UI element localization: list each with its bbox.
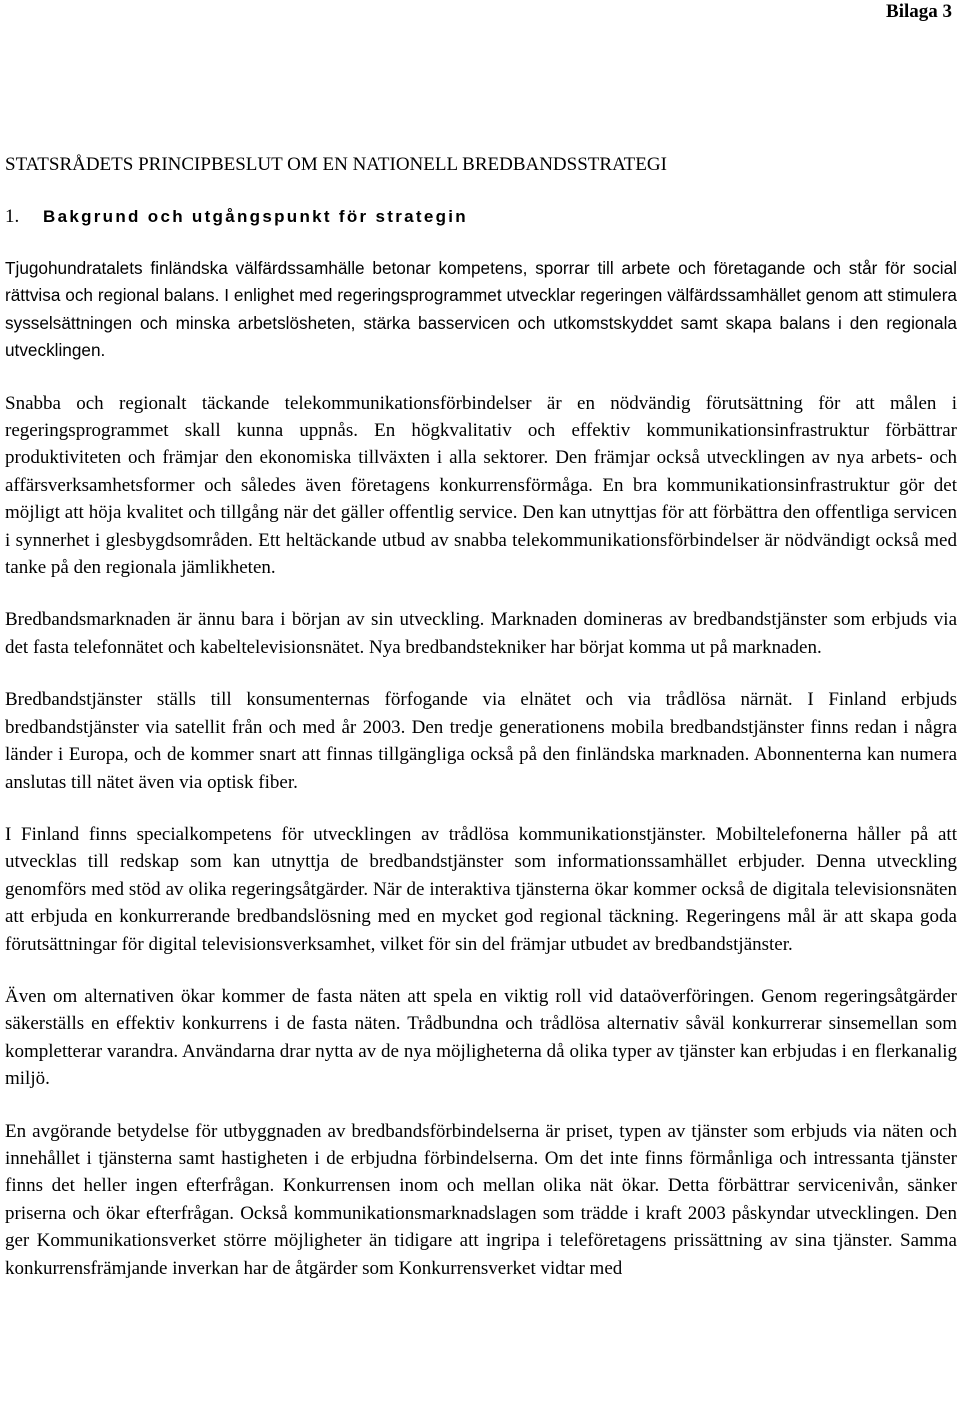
paragraph: I Finland finns specialkompetens för utvecklingen av trådlösa kommunikationstjänster. Mobiltelefonerna håller på att utvecklas till redskap som kan utnyttja de bredbandstjänster som informationssamhället erbjuder. Denna utveckling genomförs med stöd av olika regeringsåtgärder. När de interaktiva tjänsterna ökar kommer också de digitala televisionsnäten att erbjuda en konkurrerande bredbandslösning med en mycket god regional täckning. Regeringens mål är att skapa goda förutsättningar för digital televisionsverksamhet, vilket för sin del främjar utbudet av bredbandstjänster.: [5, 823, 957, 955]
paragraph: En avgörande betydelse för utbyggnaden av bredbandsförbindelserna är priset, typen av tjänster som erbjuds via näten och innehållet i tjänsterna samt hastigheten i de erbjudna förbindelserna. Om det inte finns förmånliga och intressanta tjänster finns det heller ingen efterfrågan. Konkurrensen inom och mellan olika nät ökar. Detta förbättrar servicenivån, sänker priserna och ökar efterfrågan. Också kommunikationsmarknadslagen som trädde i kraft 2003 påskyndar utvecklingen. Den ger Kommunikationsverket större möjligheter än tidigare att ingripa i teleföretagens prissättning av sina tjänster. Samma konkurrensfrämjande inverkan har de åtgärder som Konkurrensverket vidtar med: [5, 1120, 957, 1279]
section-number: 1.: [5, 206, 20, 227]
paragraph: Även om alternativen ökar kommer de fasta näten att spela en viktig roll vid dataöverföringen. Genom regeringsåtgärder säkerställs en effektiv konkurrens i de fasta näten. Trådbundna och trådlösa alternativ såväl konkurrerar sinsemellan som kompletterar varandra. Användarna drar nytta av de nya möjligheterna då olika typer av tjänster kan erbjudas i en flerkanalig miljö.: [5, 985, 957, 1090]
section-heading: [5, 205, 468, 229]
paragraph: Bredbandstjänster ställs till konsumenternas förfogande via elnätet och via trådlösa närnät. I Finland erbjuds bredbandstjänster via satellit från och med år 2003. Den tredje generationens mobila bredbandstjänster finns redan i några länder i Europa, och de kommer snart att finnas tillgängliga också på den finländska marknaden. Abonnenterna kan numera anslutas till nätet även via optisk fiber.: [5, 689, 957, 793]
section-title: Bakgrund och utgångspunkt för strategin: [43, 207, 468, 226]
document-title: STATSRÅDETS PRINCIPBESLUT OM EN NATIONELL BREDBANDSSTRATEGI: [5, 154, 667, 175]
document-body: [5, 255, 957, 1282]
paragraph: Tjugohundratalets finländska välfärdssamhälle betonar kompetens, sporrar till arbete och företagande och står för social rättvisa och regional balans. I enlighet med regeringsprogrammet utvecklar regeringen välfärdssamhället genom att stimulera sysselsättningen och minska arbetslösheten, stärka basservicen och utkomstskyddet samt skapa balans i den regionala utvecklingen.: [5, 258, 957, 361]
paragraph: Bredbandsmarknaden är ännu bara i början av sin utveckling. Marknaden domineras av bredbandstjänster som erbjuds via det fasta telefonnätet och kabeltelevisionsnätet. Nya bredbandstekniker har börjat komma ut på marknaden.: [5, 609, 957, 658]
paragraph: Snabba och regionalt täckande telekommunikationsförbindelser är en nödvändig förutsättning för att målen i regeringsprogrammet skall kunna uppnås. En högkvalitativ och effektiv kommunikationsinfrastruktur förbättrar produktiviteten och främjar den ekonomiska tillväxten i alla sektorer. Den främjar också utvecklingen av nya arbets- och affärsverksamhetsformer och således även företagens konkurrensförmåga. En bra kommunikationsinfrastruktur gör det möjligt att höja kvalitet och tillgång när det gäller offentlig service. Den kan utnyttjas för att förbättra den offentliga servicen i synnerhet i glesbygdsområden. Ett heltäckande utbud av snabba telekommunikationsförbindelser är nödvändigt också med tanke på den regionala jämlikheten.: [5, 392, 957, 579]
appendix-label: Bilaga 3: [886, 1, 952, 22]
